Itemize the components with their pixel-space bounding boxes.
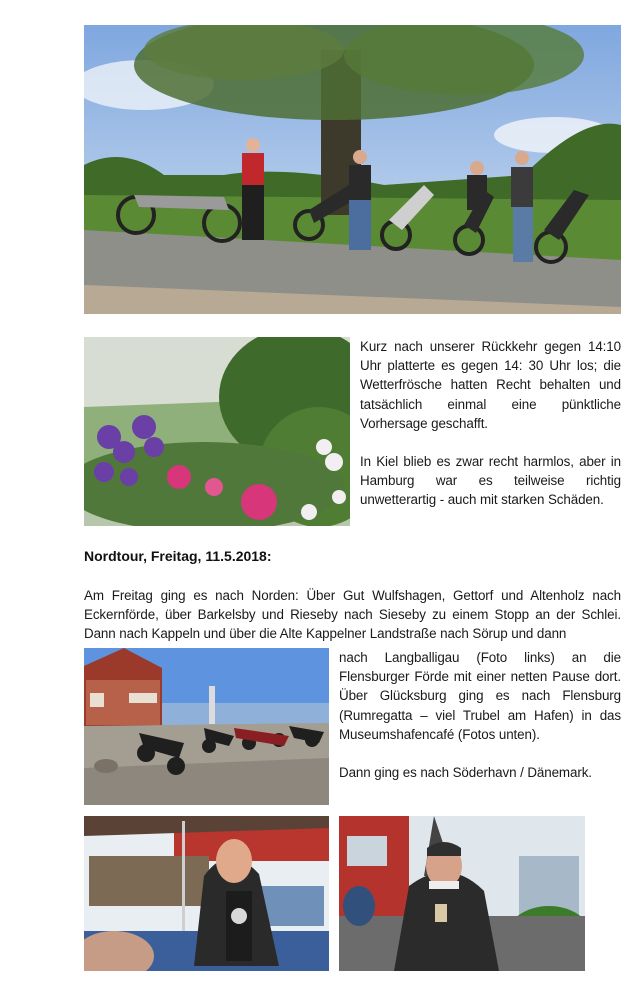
motorcycles-roadside-photo <box>84 25 621 314</box>
paragraph-soederhavn: Dann ging es nach Söderhavn / Dänemark. <box>339 765 592 781</box>
section-heading-nordtour: Nordtour, Freitag, 11.5.2018: <box>84 548 272 564</box>
museumshafencafe-photo-right <box>339 816 585 971</box>
paragraph-route-continued: nach Langballigau (Foto links) an die Flensburger Förde mit einer netten Pause dort. Über Glücksburg ging es nach Flensburg (Rumregatta – viel Trubel am Hafen) in das Museumshafencafé (Fotos unten). <box>339 650 621 742</box>
paragraph-rain-return: Kurz nach unserer Rückkehr gegen 14:10 Uhr platterte es gegen 14: 30 Uhr los; die Wetterfrösche hatten Recht behalten und tatsächlich einmal eine pünktliche Vorhersage geschafft. <box>360 339 621 431</box>
paragraph-route-intro: Am Freitag ging es nach Norden: Über Gut Wulfshagen, Gettorf und Altenholz nach Eckernförde, über Barkelsby und Rieseby nach Sieseby zu einem Stopp an der Schlei. Dann nach Kappeln und über die Alte Kappelner Landstraße nach Sörup und dann <box>84 588 621 642</box>
museumshafencafe-photo-left <box>84 816 329 971</box>
paragraph-kiel-hamburg: In Kiel blieb es zwar recht harmlos, aber in Hamburg war es teilweise richtig unwetterartig - auch mit starken Schäden. <box>360 454 621 508</box>
langballigau-harbor-photo <box>84 648 329 805</box>
flowers-rain-photo <box>84 337 350 526</box>
